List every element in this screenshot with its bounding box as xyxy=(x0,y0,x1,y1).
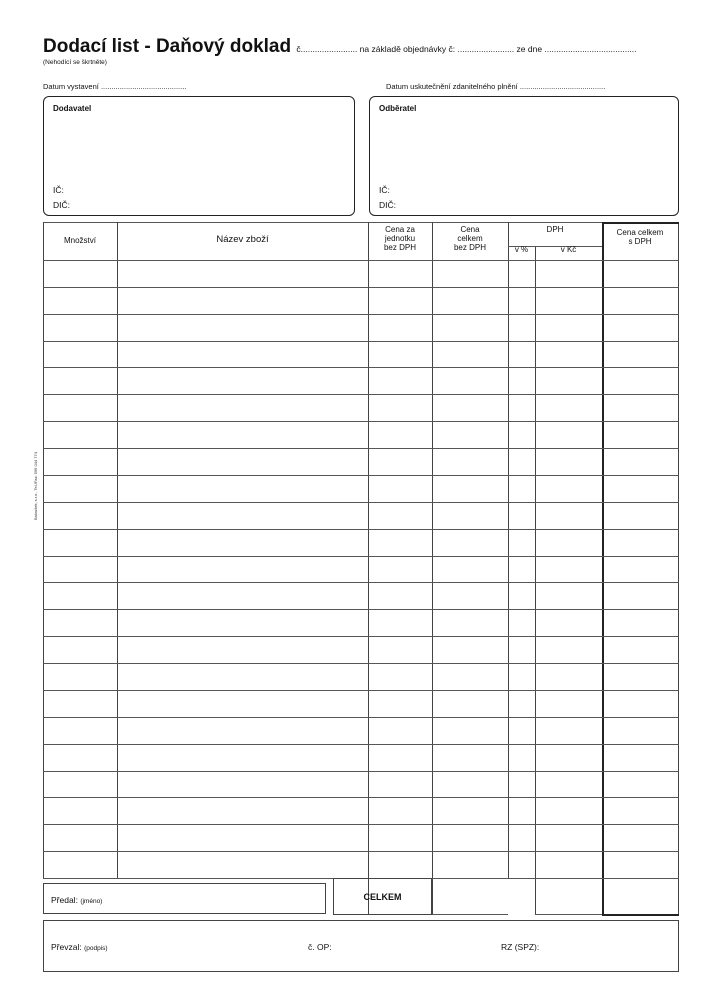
received-box xyxy=(43,920,679,972)
supplier-dic-field: DIČ: xyxy=(53,200,70,210)
header-vat: DPH xyxy=(546,225,564,234)
table-row-line xyxy=(43,367,679,368)
grand-total-bottom xyxy=(432,914,508,915)
table-row-line xyxy=(43,448,679,449)
table-row-line xyxy=(43,663,679,664)
customer-box xyxy=(369,96,679,216)
table-row-line xyxy=(43,341,679,342)
handed-over-hint: (jméno) xyxy=(80,898,103,905)
strike-note: (Nehodící se škrtněte) xyxy=(43,59,107,66)
table-right-border xyxy=(678,222,679,915)
handed-over-label: Předal: xyxy=(51,895,78,905)
table-row-line xyxy=(43,797,679,798)
header-unit-price: Cena za jednotku bez DPH xyxy=(383,225,416,253)
table-row-line xyxy=(43,421,679,422)
header-item-name: Název zboží xyxy=(216,234,269,245)
col-divider xyxy=(368,222,369,915)
table-row-line xyxy=(43,314,679,315)
taxable-date-field: Datum uskutečnění zdanitelného plnění ......................................... xyxy=(386,82,606,91)
document-number-line: č........................ na základě objednávky č: ........................ ze dne ....................................... xyxy=(296,44,637,54)
received-label: Převzal: xyxy=(51,942,82,952)
table-row-line xyxy=(43,529,679,530)
header-vat-percent: v % xyxy=(514,245,529,254)
table-row-line xyxy=(43,771,679,772)
id-card-field: č. OP: xyxy=(308,942,332,952)
total-label-box xyxy=(333,878,432,915)
total-cell-bottom xyxy=(602,914,679,916)
table-row-line xyxy=(43,260,679,261)
table-row-line xyxy=(43,556,679,557)
header-total-with-vat: Cena celkem s DPH xyxy=(616,228,664,247)
table-left-border xyxy=(43,222,44,878)
table-row-line xyxy=(43,475,679,476)
header-quantity: Množství xyxy=(63,236,96,245)
vat-total-bottom xyxy=(535,914,602,915)
document-title-main: Dodací list - Daňový doklad xyxy=(43,36,292,57)
supplier-box xyxy=(43,96,355,216)
document-title xyxy=(43,36,637,58)
customer-dic-field: DIČ: xyxy=(379,200,396,210)
table-row-line xyxy=(43,287,679,288)
customer-heading: Odběratel xyxy=(379,104,417,113)
total-label: CELKEM xyxy=(363,892,402,902)
table-row-line xyxy=(43,609,679,610)
items-table xyxy=(43,222,679,915)
supplier-ic-field: IČ: xyxy=(53,185,64,195)
col-divider xyxy=(535,246,536,915)
col-divider xyxy=(432,222,433,915)
table-row-line xyxy=(43,502,679,503)
col-divider xyxy=(508,222,509,878)
table-top-border xyxy=(43,222,603,223)
supplier-heading: Dodavatel xyxy=(53,104,92,113)
table-row-line xyxy=(43,582,679,583)
col-divider-bold xyxy=(602,222,604,915)
table-row-line xyxy=(43,394,679,395)
table-row-line xyxy=(43,690,679,691)
table-row-line xyxy=(43,744,679,745)
table-row-line xyxy=(43,717,679,718)
header-vat-czk: v Kč xyxy=(560,245,577,254)
table-row-line xyxy=(43,636,679,637)
printer-imprint: Baloušek, s.r.o., Tel./Fax: 596 044 774 xyxy=(33,452,38,520)
table-row-line xyxy=(43,824,679,825)
customer-ic-field: IČ: xyxy=(379,185,390,195)
total-col-top-border xyxy=(602,222,679,224)
handed-over-box xyxy=(43,883,326,914)
received-hint: (podpis) xyxy=(84,945,108,952)
issue-date-field: Datum vystavení ......................................... xyxy=(43,82,187,91)
header-total-price: Cena celkem bez DPH xyxy=(453,225,486,253)
license-plate-field: RZ (SPZ): xyxy=(501,942,540,952)
table-row-line xyxy=(43,851,679,852)
col-divider xyxy=(117,222,118,878)
